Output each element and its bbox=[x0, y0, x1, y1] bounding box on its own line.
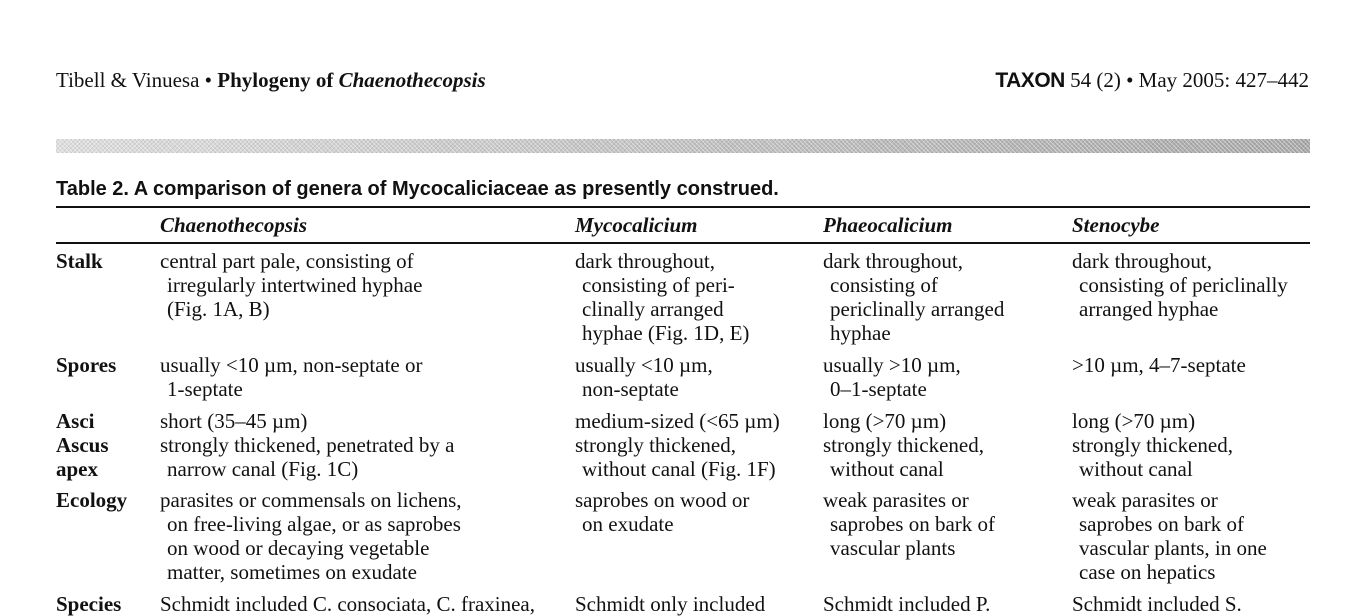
header-bullet: • bbox=[204, 68, 213, 92]
decorative-band bbox=[56, 139, 1310, 153]
table-cell bbox=[575, 249, 749, 345]
table-top-rule bbox=[56, 206, 1310, 208]
cell-line: irregularly intertwined hyphae bbox=[167, 273, 423, 297]
cell-line: matter, sometimes on exudate bbox=[167, 560, 417, 584]
row-label-ecology bbox=[56, 488, 127, 512]
cell-line: case on hepatics bbox=[1079, 560, 1216, 584]
cell-line: Schmidt included C. consociata, C. fraxinea, bbox=[160, 592, 535, 616]
cell-line: Schmidt only included bbox=[575, 592, 766, 616]
cell-line: saprobes on bark of bbox=[830, 512, 996, 536]
row-label-line: Asci bbox=[56, 409, 95, 433]
running-header bbox=[56, 68, 1309, 98]
cell-line: (Fig. 1A, B) bbox=[167, 297, 270, 321]
row-label-line: Ecology bbox=[56, 488, 128, 512]
table-cell bbox=[823, 433, 984, 481]
cell-line: usually >10 µm, bbox=[823, 353, 961, 377]
cell-line: dark throughout, bbox=[575, 249, 715, 273]
cell-line: strongly thickened, bbox=[823, 433, 984, 457]
table-cell bbox=[575, 592, 765, 616]
cell-line: saprobes on bark of bbox=[1079, 512, 1245, 536]
cell-line: non-septate bbox=[582, 377, 679, 401]
column-header-chaenothecopsis: Chaenothecopsis bbox=[160, 213, 308, 237]
running-header-right bbox=[995, 68, 1309, 93]
cell-line: narrow canal (Fig. 1C) bbox=[167, 457, 359, 481]
cell-line: hyphae (Fig. 1D, E) bbox=[582, 321, 750, 345]
cell-line: arranged hyphae bbox=[1079, 297, 1219, 321]
cell-line: short (35–45 µm) bbox=[160, 409, 308, 433]
table-cell bbox=[160, 433, 454, 481]
cell-line: consisting of periclinally bbox=[1079, 273, 1288, 297]
cell-line: >10 µm, 4–7-septate bbox=[1072, 353, 1246, 377]
column-header-stenocybe: Stenocybe bbox=[1072, 213, 1160, 237]
header-authors: Tibell & Vinuesa bbox=[56, 68, 200, 92]
cell-line: central part pale, consisting of bbox=[160, 249, 414, 273]
cell-line: weak parasites or bbox=[823, 488, 969, 512]
cell-line: on exudate bbox=[582, 512, 674, 536]
cell-line: without canal bbox=[1079, 457, 1193, 481]
table-cell bbox=[823, 249, 1004, 345]
header-title bbox=[217, 68, 485, 92]
cell-line: vascular plants bbox=[830, 536, 956, 560]
cell-line: weak parasites or bbox=[1072, 488, 1218, 512]
cell-line: on wood or decaying vegetable bbox=[167, 536, 430, 560]
table-cell bbox=[1072, 488, 1267, 584]
table-cell bbox=[1072, 409, 1195, 433]
column-header-mycocalicium: Mycocalicium bbox=[575, 213, 698, 237]
table-header-rule bbox=[56, 242, 1310, 244]
cell-line: periclinally arranged bbox=[830, 297, 1005, 321]
table-cell bbox=[575, 488, 749, 536]
row-label-line: apex bbox=[56, 457, 98, 481]
row-label-stalk bbox=[56, 249, 103, 273]
cell-line: parasites or commensals on lichens, bbox=[160, 488, 462, 512]
cell-line: 0–1-septate bbox=[830, 377, 927, 401]
table-cell bbox=[160, 592, 535, 616]
cell-line: usually <10 µm, bbox=[575, 353, 713, 377]
header-title-genus: Chaenothecopsis bbox=[338, 68, 486, 92]
table-cell bbox=[1072, 592, 1242, 616]
cell-line: without canal bbox=[830, 457, 944, 481]
cell-line: strongly thickened, penetrated by a bbox=[160, 433, 455, 457]
row-label-line: Stalk bbox=[56, 249, 103, 273]
cell-line: Schmidt included P. bbox=[823, 592, 991, 616]
table-cell bbox=[160, 488, 462, 584]
table-cell bbox=[575, 409, 780, 433]
cell-line: vascular plants, in one bbox=[1079, 536, 1267, 560]
running-header-left bbox=[56, 68, 486, 93]
journal-citation: 54 (2) • May 2005: 427–442 bbox=[1070, 68, 1309, 92]
table-cell bbox=[823, 353, 961, 401]
table-cell bbox=[823, 592, 990, 616]
cell-line: strongly thickened, bbox=[575, 433, 736, 457]
cell-line: on free-living algae, or as saprobes bbox=[167, 512, 461, 536]
cell-line: long (>70 µm) bbox=[823, 409, 947, 433]
table-cell bbox=[160, 249, 422, 321]
cell-line: 1-septate bbox=[167, 377, 243, 401]
table-cell bbox=[575, 353, 713, 401]
header-title-prefix: Phylogeny of bbox=[217, 68, 334, 92]
table-cell bbox=[1072, 433, 1233, 481]
cell-line: clinally arranged bbox=[582, 297, 724, 321]
cell-line: medium-sized (<65 µm) bbox=[575, 409, 780, 433]
cell-line: long (>70 µm) bbox=[1072, 409, 1196, 433]
row-label-ascus-apex bbox=[56, 433, 109, 481]
row-label-asci bbox=[56, 409, 95, 433]
cell-line: consisting of peri- bbox=[582, 273, 735, 297]
row-label-species bbox=[56, 592, 121, 616]
cell-line: dark throughout, bbox=[1072, 249, 1212, 273]
table-cell bbox=[1072, 249, 1288, 321]
row-label-line: Species bbox=[56, 592, 122, 616]
row-label-spores bbox=[56, 353, 116, 377]
table-cell bbox=[575, 433, 776, 481]
cell-line: hyphae bbox=[830, 321, 891, 345]
row-label-line: Spores bbox=[56, 353, 117, 377]
table-cell bbox=[160, 353, 422, 401]
cell-line: usually <10 µm, non-septate or bbox=[160, 353, 423, 377]
cell-line: saprobes on wood or bbox=[575, 488, 750, 512]
cell-line: Schmidt included S. bbox=[1072, 592, 1242, 616]
table-cell bbox=[823, 409, 946, 433]
cell-line: dark throughout, bbox=[823, 249, 963, 273]
cell-line: strongly thickened, bbox=[1072, 433, 1233, 457]
table-cell bbox=[160, 409, 307, 433]
cell-line: without canal (Fig. 1F) bbox=[582, 457, 776, 481]
cell-line: consisting of bbox=[830, 273, 938, 297]
table-cell bbox=[1072, 353, 1246, 377]
table-caption: Table 2. A comparison of genera of Mycocaliciaceae as presently construed. bbox=[56, 178, 779, 200]
row-label-line: Ascus bbox=[56, 433, 109, 457]
table-cell bbox=[823, 488, 995, 560]
column-header-phaeocalicium: Phaeocalicium bbox=[823, 213, 953, 237]
journal-name: TAXON bbox=[995, 69, 1065, 92]
